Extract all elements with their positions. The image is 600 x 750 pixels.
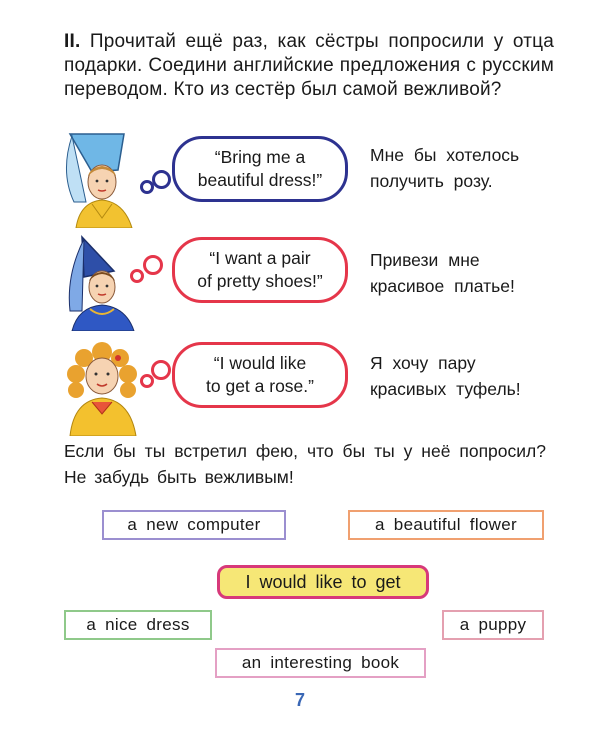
phrase-beautiful-flower: a beautiful flower	[348, 510, 544, 540]
task-text	[64, 30, 554, 102]
russian-translation: Я хочу пару красивых туфель!	[370, 353, 521, 399]
task-number: II.	[64, 31, 81, 52]
phrase-i-would-like-to-get: I would like to get	[217, 565, 429, 599]
exercise-row-3	[0, 340, 600, 440]
phrase-puppy: a puppy	[442, 610, 544, 640]
page-number: 7	[294, 690, 305, 710]
russian-translation: Мне бы хотелось получить розу.	[370, 145, 520, 191]
speech-bubble-english: “I want a pair of pretty shoes!”	[172, 237, 348, 303]
thought-dot-large	[152, 170, 171, 189]
thought-dot-small	[140, 374, 154, 388]
princess-curly-hair-icon	[62, 340, 142, 436]
princess-blue-hat-icon	[62, 235, 142, 331]
thought-dot-large	[151, 360, 171, 380]
question-text: Если бы ты встретил фею, что бы ты у неё попросил? Не забудь быть вежливым!	[64, 441, 546, 487]
phrase-interesting-book: an interesting book	[215, 648, 426, 678]
speech-bubble-english: “Bring me a beautiful dress!”	[172, 136, 348, 202]
thought-dot-small	[130, 269, 144, 283]
task-instructions: Прочитай ещё раз, как сёстры попросили у отца подарки. Соедини английские предложения с русским переводом. Кто из сестёр был самой вежливой?	[64, 31, 554, 100]
russian-translation: Привези мне красивое платье!	[370, 250, 515, 296]
phrase-new-computer: a new computer	[102, 510, 286, 540]
speech-bubble-english: “I would like to get a rose.”	[172, 342, 348, 408]
exercise-row-1	[0, 132, 600, 232]
princess-pointed-hat-icon	[62, 132, 142, 228]
thought-dot-large	[143, 255, 163, 275]
phrase-nice-dress: a nice dress	[64, 610, 212, 640]
exercise-row-2	[0, 235, 600, 335]
